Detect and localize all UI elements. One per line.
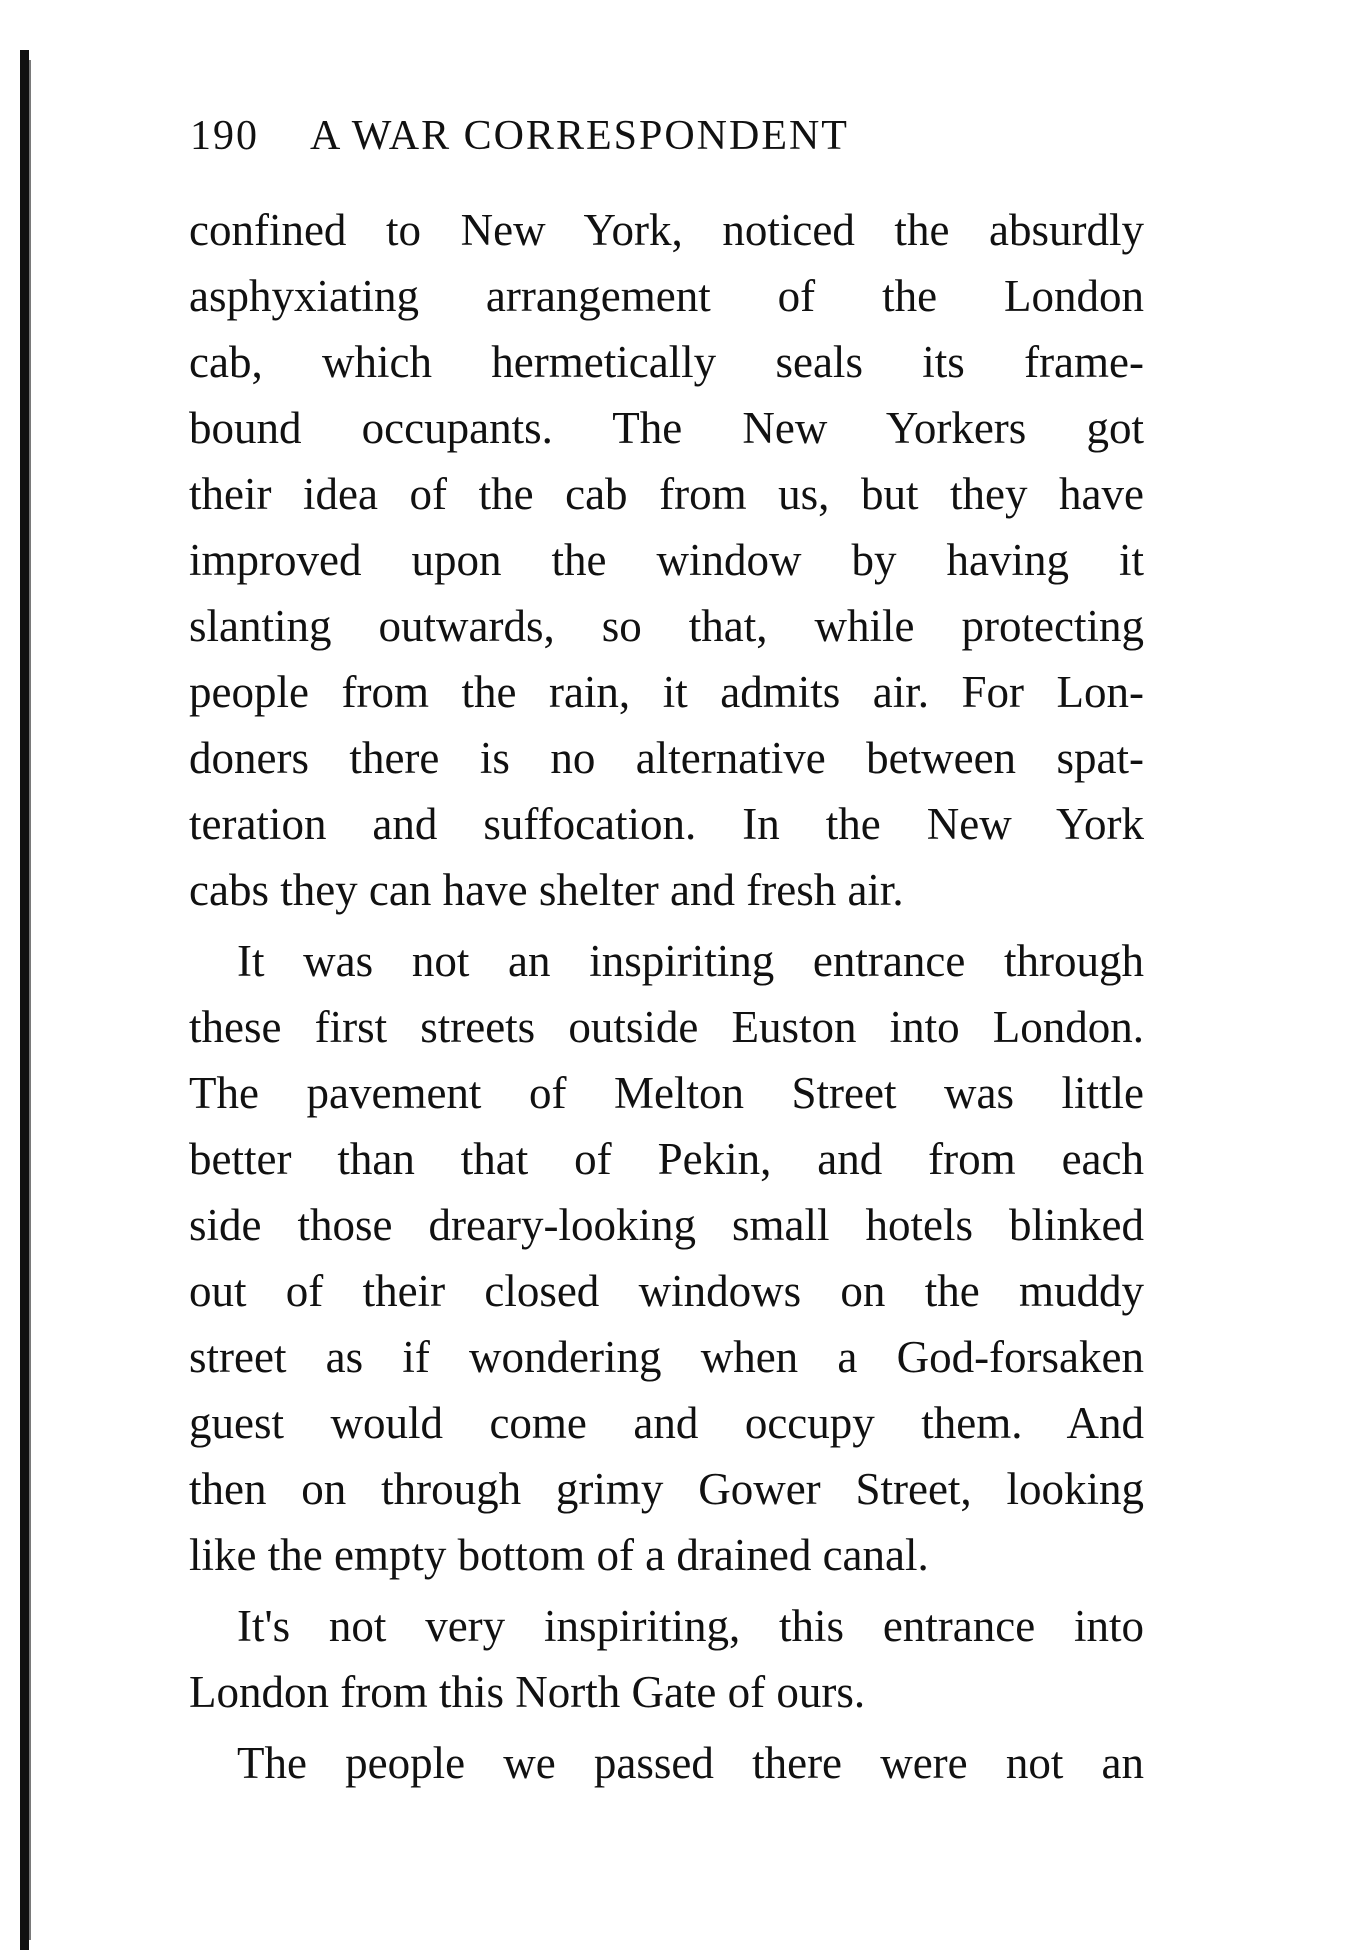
text-line: bound occupants. The New Yorkers got	[189, 403, 1144, 453]
text-line: The pavement of Melton Street was little	[189, 1068, 1144, 1118]
text-line: these first streets outside Euston into London.	[189, 1002, 1144, 1052]
text-line: out of their closed windows on the muddy	[189, 1266, 1144, 1316]
text-line: better than that of Pekin, and from each	[189, 1134, 1144, 1184]
text-line: The people we passed there were not an	[237, 1738, 1144, 1788]
text-line: doners there is no alternative between spat-	[189, 733, 1144, 783]
text-line: street as if wondering when a God-forsaken	[189, 1332, 1144, 1382]
body-text	[189, 197, 1144, 1796]
running-head	[190, 112, 1050, 168]
text-line: It's not very inspiriting, this entrance into	[237, 1601, 1144, 1651]
binding-shadow	[29, 60, 31, 1940]
text-line: improved upon the window by having it	[189, 535, 1144, 585]
text-line: teration and suffocation. In the New York	[189, 799, 1144, 849]
text-line: cabs they can have shelter and fresh air.	[189, 865, 904, 915]
text-line: London from this North Gate of ours.	[189, 1667, 866, 1717]
running-title: A WAR CORRESPONDENT	[310, 113, 849, 159]
text-line: slanting outwards, so that, while protecting	[189, 601, 1144, 651]
text-line: their idea of the cab from us, but they have	[189, 469, 1144, 519]
page-number: 190	[190, 113, 259, 159]
text-line: then on through grimy Gower Street, looking	[189, 1464, 1144, 1514]
text-line: side those dreary-looking small hotels blinked	[189, 1200, 1144, 1250]
text-line: asphyxiating arrangement of the London	[189, 271, 1144, 321]
text-line: cab, which hermetically seals its frame-	[189, 337, 1144, 387]
text-line: confined to New York, noticed the absurdly	[189, 205, 1144, 255]
text-line: people from the rain, it admits air. For Lon-	[189, 667, 1144, 717]
text-line: It was not an inspiriting entrance through	[237, 936, 1144, 986]
text-line: like the empty bottom of a drained canal.	[189, 1530, 929, 1580]
binding-edge	[20, 50, 29, 1950]
text-line: guest would come and occupy them. And	[189, 1398, 1144, 1448]
